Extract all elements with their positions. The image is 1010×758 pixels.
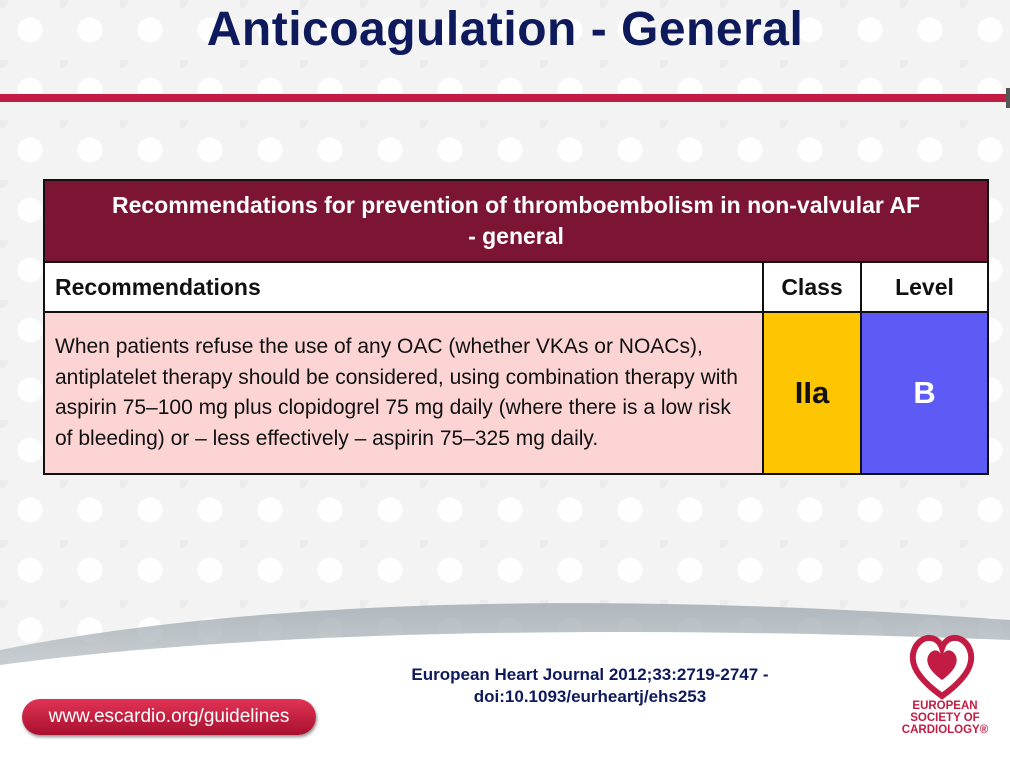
title-divider <box>0 94 1006 102</box>
page-title: Anticoagulation - General <box>206 3 804 56</box>
recommendation-text: When patients refuse the use of any OAC (whether VKAs or NOACs), antiplatelet therapy should be considered, using combination therapy with aspirin 75–100 mg plus clopidogrel 75 mg daily (where there is a low risk of bleeding) or – less effectively – aspirin 75–325 mg daily. <box>44 312 763 474</box>
column-header-level: Level <box>861 262 988 312</box>
class-value: IIa <box>763 312 861 474</box>
citation-line-2: doi:10.1093/eurheartj/ehs253 <box>473 687 707 706</box>
divider-end-cap <box>1006 88 1010 108</box>
level-value: B <box>861 312 988 474</box>
journal-citation <box>370 664 810 708</box>
column-header-class: Class <box>763 262 861 312</box>
guidelines-url-button[interactable]: www.escardio.org/guidelines <box>22 699 316 735</box>
table-row <box>44 312 988 474</box>
esc-logo-text: EUROPEAN SOCIETY OF CARDIOLOGY® <box>901 700 989 736</box>
column-header-recommendations: Recommendations <box>44 262 763 312</box>
citation-line-1: European Heart Journal 2012;33:2719-2747 - <box>411 665 769 684</box>
table-header: Recommendations for prevention of thromboembolism in non-valvular AF - general <box>44 180 988 262</box>
recommendations-table <box>43 179 989 475</box>
esc-heart-logo-icon <box>906 630 978 702</box>
